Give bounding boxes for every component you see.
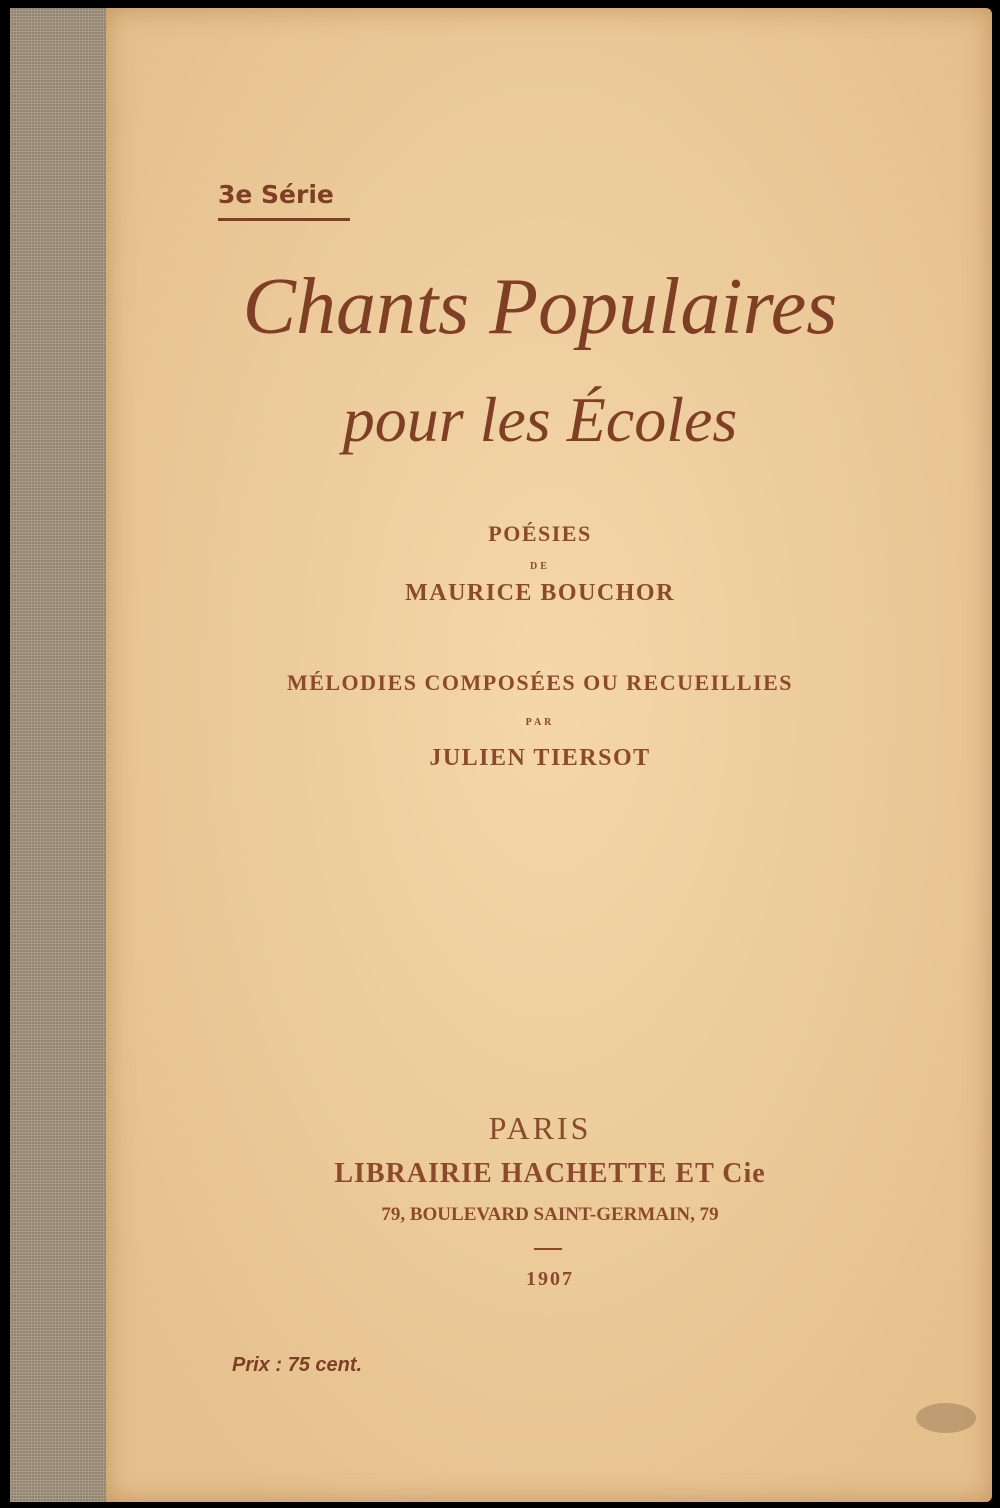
price-label: Prix : 75 cent.: [232, 1354, 363, 1376]
composer-name: JULIEN TIERSOT: [429, 745, 651, 771]
imprint-year: 1907: [526, 1268, 574, 1290]
wear-mark: [916, 1403, 976, 1433]
melodies-label: MÉLODIES COMPOSÉES OU RECUEILLIES: [286, 670, 794, 695]
imprint-city: PARIS: [488, 1110, 592, 1146]
imprint-publisher: LIBRAIRIE HACHETTE ET Cie: [334, 1158, 766, 1189]
cloth-spine: [10, 8, 108, 1502]
series-underline: [218, 218, 350, 221]
title-line-2: pour les Écoles: [342, 384, 738, 455]
imprint-divider: [534, 1248, 562, 1250]
par-label: PAR: [525, 717, 555, 728]
poetry-label: POÉSIES: [488, 521, 592, 546]
imprint-address: 79, BOULEVARD SAINT-GERMAIN, 79: [381, 1204, 719, 1225]
series-label: 3e Série: [218, 180, 334, 209]
title-line-1: Chants Populaires: [242, 263, 838, 351]
de-label: DE: [530, 561, 550, 572]
poet-name: MAURICE BOUCHOR: [405, 580, 675, 606]
